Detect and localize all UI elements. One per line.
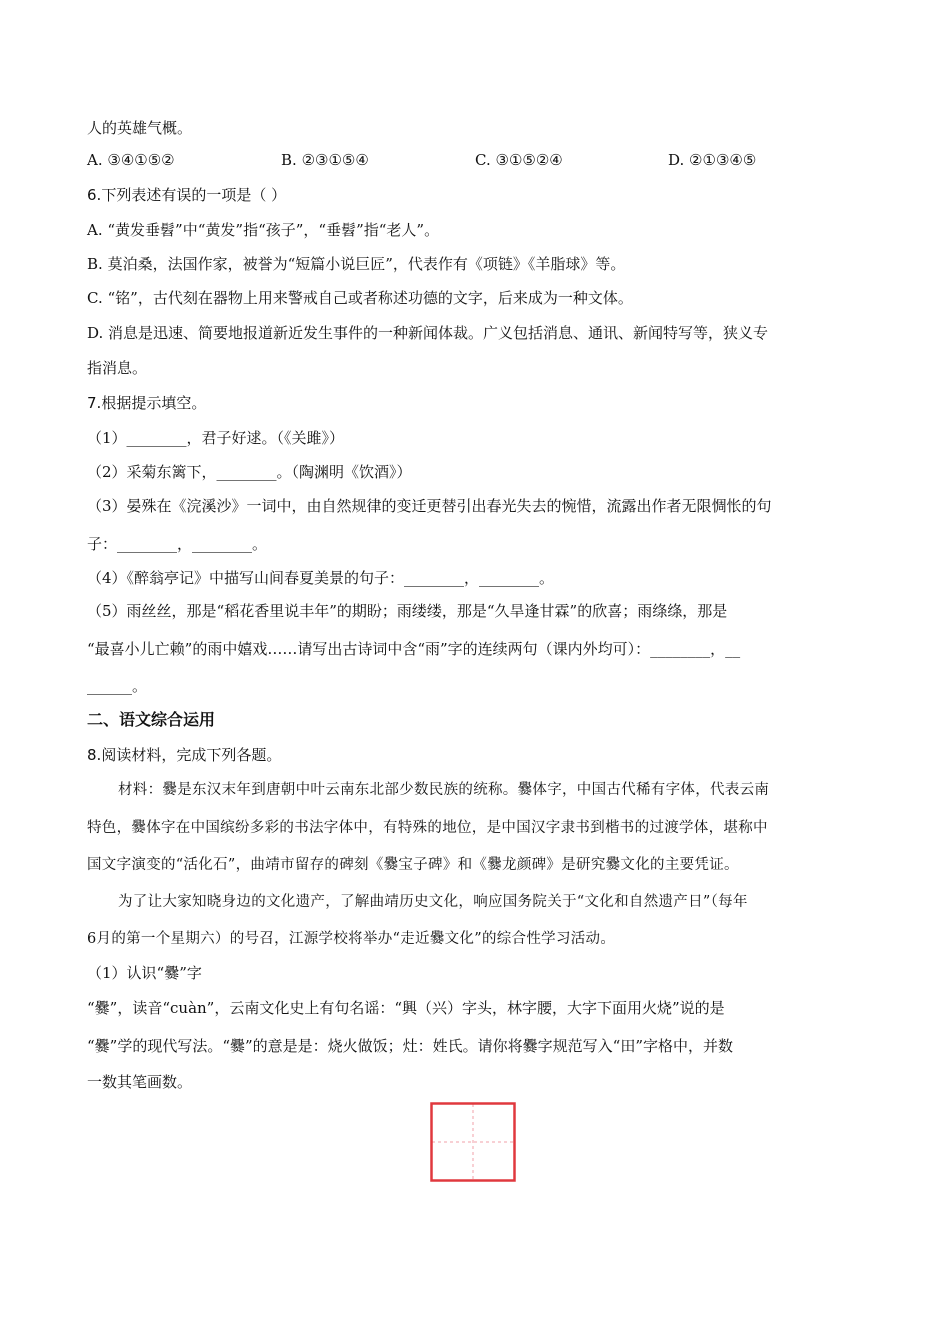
q6-option-a[interactable] [87,220,439,240]
tian-zi-grid[interactable] [430,1102,516,1182]
option-text: ③①⑤②④ [495,151,563,169]
material-paragraph-2: 为了让大家知晓身边的文化遗产，了解曲靖历史文化，响应国务院关于“文化和自然遗产日”（每年 [118,894,748,910]
material-paragraph-1-line3: 国文字演变的“活化石”，曲靖市留存的碑刻《爨宝子碑》和《爨龙颜碑》是研究爨文化的主要凭证。 [87,857,739,873]
q5-stem-tail: 人的英雄气概。 [87,119,193,137]
q8-stem [87,745,281,765]
q6-option-d-continued: 指消息。 [87,359,148,377]
option-label: A. [87,221,103,239]
option-label: B. [87,255,103,273]
option-label: D. [668,151,685,169]
question-number: 8. [87,746,102,764]
q7-item-5[interactable]: （5）雨丝丝，那是“稻花香里说丰年”的期盼；雨缕缕，那是“久旱逢甘霖”的欣喜；雨绦绦，那是 [87,602,728,620]
question-number: 7. [87,394,102,412]
q6-option-c[interactable] [87,288,633,308]
material-paragraph-2-line2: 6月的第一个星期六）的号召，江源学校将举办“走近爨文化”的综合性学习活动。 [87,931,616,947]
option-text: ②③①⑤④ [301,151,369,169]
q7-item-4[interactable]: （4）《醉翁亭记》中描写山间春夏美景的句子：________，________。 [87,569,555,587]
q6-option-b[interactable] [87,254,625,274]
q5-option-b[interactable] [281,150,369,170]
option-label: C. [475,151,491,169]
question-text: 下列表述有误的一项是（ ） [101,186,287,204]
option-text: 莫泊桑，法国作家，被誉为“短篇小说巨匠”，代表作有《项链》《羊脂球》等。 [107,255,626,273]
tian-zi-grid-graphic [430,1102,516,1182]
q8-sub1-body-line1: “爨”，读音“cuàn”，云南文化史上有句名谣：“興（兴）字头，林字腰，大字下面用火烧”说的是 [87,999,725,1017]
option-label: C. [87,289,103,307]
q6-option-d[interactable] [87,323,768,343]
q7-item-1[interactable]: （1）________，君子好逑。（《关雎》） [87,429,345,447]
q7-item-2[interactable]: （2）采菊东篱下，________。（陶渊明《饮酒》） [87,463,412,481]
question-text: 阅读材料，完成下列各题。 [101,746,282,764]
option-text: “黄发垂髫”中“黄发”指“孩子”，“垂髫”指“老人”。 [107,221,440,239]
material-paragraph-1-line2: 特色，爨体字在中国缤纷多彩的书法字体中，有特殊的地位，是中国汉字隶书到楷书的过渡学体，堪称中 [87,820,768,836]
q8-sub1-body-line3: 一数其笔画数。 [87,1073,193,1091]
q5-options [87,150,807,170]
q5-option-a[interactable] [87,150,175,170]
q7-item-5-line3[interactable]: ______。 [87,677,148,695]
q5-option-d[interactable] [668,150,756,170]
option-label: D. [87,324,104,342]
q5-option-c[interactable] [475,150,563,170]
section-heading: 二、语文综合运用 [87,710,216,729]
q7-item-3-continued[interactable]: 子：________，________。 [87,535,268,553]
material-paragraph-1: 材料：爨是东汉末年到唐朝中叶云南东北部少数民族的统称。爨体字，中国古代稀有字体，代表云南 [118,782,770,798]
q6-stem [87,185,286,205]
option-text: ③④①⑤② [107,151,175,169]
q7-stem [87,393,206,413]
q7-item-5-line2[interactable]: “最喜小儿亡赖”的雨中嬉戏……请写出古诗词中含“雨”字的连续两句（课内外均可）：________，__ [87,640,741,658]
q8-sub1-body-line2: “爨”学的现代写法。“爨”的意是是：烧火做饭；灶：姓氏。请你将爨字规范写入“田”字格中，并数 [87,1037,734,1055]
option-text: 消息是迅速、简要地报道新近发生事件的一种新闻体裁。广义包括消息、通讯、新闻特写等，狭义专 [108,324,769,342]
q7-item-3[interactable]: （3）晏殊在《浣溪沙》一词中，由自然规律的变迁更替引出春光失去的惋惜，流露出作者无限惆怅的句 [87,497,772,515]
q8-sub1-title: （1）认识“爨”字 [87,964,202,982]
option-text: ②①③④⑤ [689,151,757,169]
question-number: 6. [87,186,102,204]
option-text: “铭”，古代刻在器物上用来警戒自己或者称述功德的文字，后来成为一种文体。 [107,289,633,307]
option-label: B. [281,151,297,169]
question-text: 根据提示填空。 [101,394,207,412]
option-label: A. [87,151,103,169]
